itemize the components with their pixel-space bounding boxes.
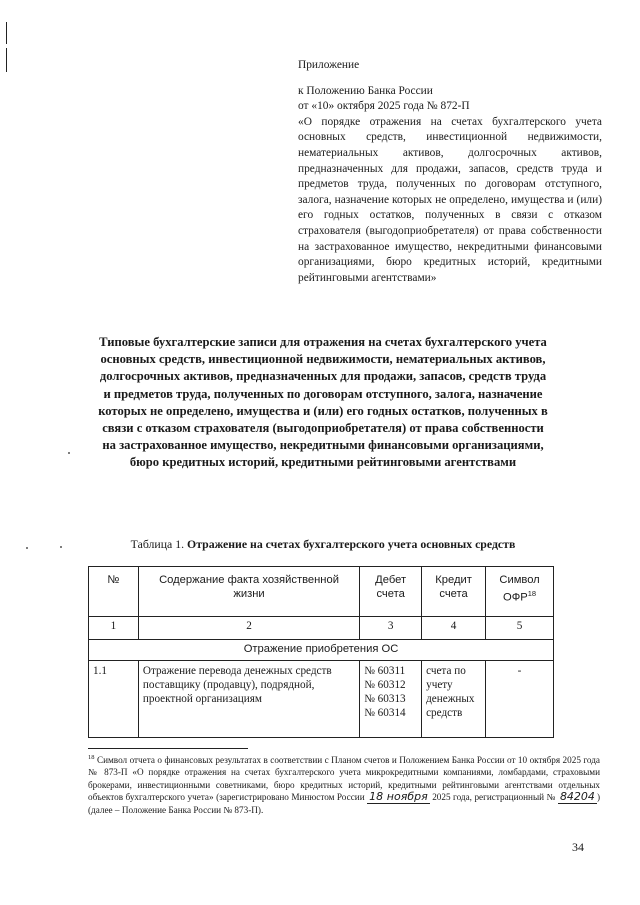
column-number-row — [89, 617, 554, 640]
debit-account: № 60312 — [364, 679, 406, 691]
footnote-text-3: ) (далее – Положение Банка России № 873-П). — [88, 792, 600, 815]
appendix-block — [298, 58, 602, 286]
header-credit: Кредит счета — [422, 567, 486, 617]
scan-dot — [68, 452, 70, 454]
table-caption — [88, 537, 558, 552]
row-num: 1.1 — [89, 661, 139, 738]
table-caption-title: Отражение на счетах бухгалтерского учета основных средств — [187, 537, 516, 551]
section-row — [89, 640, 554, 661]
debit-account: № 60311 — [364, 665, 406, 677]
handwritten-registration-number: 84204 — [559, 790, 595, 804]
footnote-text-2: 2025 года, регистрационный № — [429, 792, 558, 803]
header-symbol-footnote-ref: 18 — [527, 589, 537, 598]
scan-mark — [6, 48, 7, 72]
footnote — [88, 752, 600, 816]
row-credit: счета по учету денежных средств — [422, 661, 486, 738]
footnote-divider — [88, 748, 248, 749]
accounting-table — [88, 566, 554, 738]
column-number: 5 — [486, 617, 554, 640]
column-number: 4 — [422, 617, 486, 640]
column-number: 3 — [360, 617, 422, 640]
debit-account: № 60313 — [364, 693, 406, 705]
section-title: Отражение приобретения ОС — [89, 640, 554, 661]
row-content: Отражение перевода денежных средств поставщику (продавцу), подрядной, проектной организациям — [138, 661, 359, 738]
handwritten-date: 18 ноября — [369, 790, 428, 804]
table-row — [89, 661, 554, 738]
header-debit: Дебет счета — [360, 567, 422, 617]
column-number: 2 — [138, 617, 359, 640]
footnote-text-1: Символ отчета о финансовых результатах в соответствии с Планом счетов и Положением Банка России от 10 октября 2025 года № 873-П «О порядке отражения на счетах бухгалтерского учета микрокредитными компаниями, ломбардами, страховыми брокерами, инвестиционными советниками, бюро кредитных историй, кредитными рейтинговыми агентствами отдельных объектов бухгалтерского учета» (зарегистрировано Минюстом России — [88, 755, 600, 803]
page-number: 34 — [572, 840, 584, 854]
debit-account: № 60314 — [364, 707, 406, 719]
header-symbol — [486, 567, 554, 617]
document-heading: Типовые бухгалтерские записи для отражения на счетах бухгалтерского учета основных средств, инвестиционной недвижимости, нематериальных активов, долгосрочных активов, предназначенных для продажи, запасов, средств труда и предметов труда, полученных по договорам отступного, залога, назначение которых не определено, имущества и (или) его годных остатков, полученных в связи с отказом страхователя (выгодоприобретателя) от права собственности на застрахованное имущество, некредитными финансовыми организациями, бюро кредитных историй, кредитными рейтинговыми агентствами — [98, 335, 548, 470]
appendix-regulation: к Положению Банка России — [298, 84, 433, 97]
header-symbol-label: Символ ОФР — [499, 574, 540, 604]
column-number: 1 — [89, 617, 139, 640]
row-debit — [360, 661, 422, 738]
scan-dot — [26, 547, 28, 549]
appendix-date: от «10» октября 2025 года № 872-П — [298, 100, 470, 113]
table-header-row — [89, 567, 554, 617]
header-num: № — [89, 567, 139, 617]
appendix-description: «О порядке отражения на счетах бухгалтерского учета основных средств, инвестиционной недвижимости, нематериальных активов, долгосрочных активов, предназначенных для продажи, запасов, средств труда и предметов труда, полученных по договорам отступного, залога, назначение которых не определено, имущества и (или) его годных остатков, полученных в связи с отказом страхователя (выгодоприобретателя) от права собственности на застрахованное имущество, некредитными финансовыми организациями, бюро кредитных историй, кредитными рейтинговыми агентствами» — [298, 115, 602, 284]
footnote-marker: 18 — [88, 754, 95, 761]
scan-mark — [6, 22, 7, 44]
header-content: Содержание факта хозяйственной жизни — [138, 567, 359, 617]
table-caption-prefix: Таблица 1. — [130, 537, 185, 551]
appendix-title: Приложение — [298, 59, 360, 71]
scan-dot — [60, 546, 62, 548]
row-symbol: - — [486, 661, 554, 738]
